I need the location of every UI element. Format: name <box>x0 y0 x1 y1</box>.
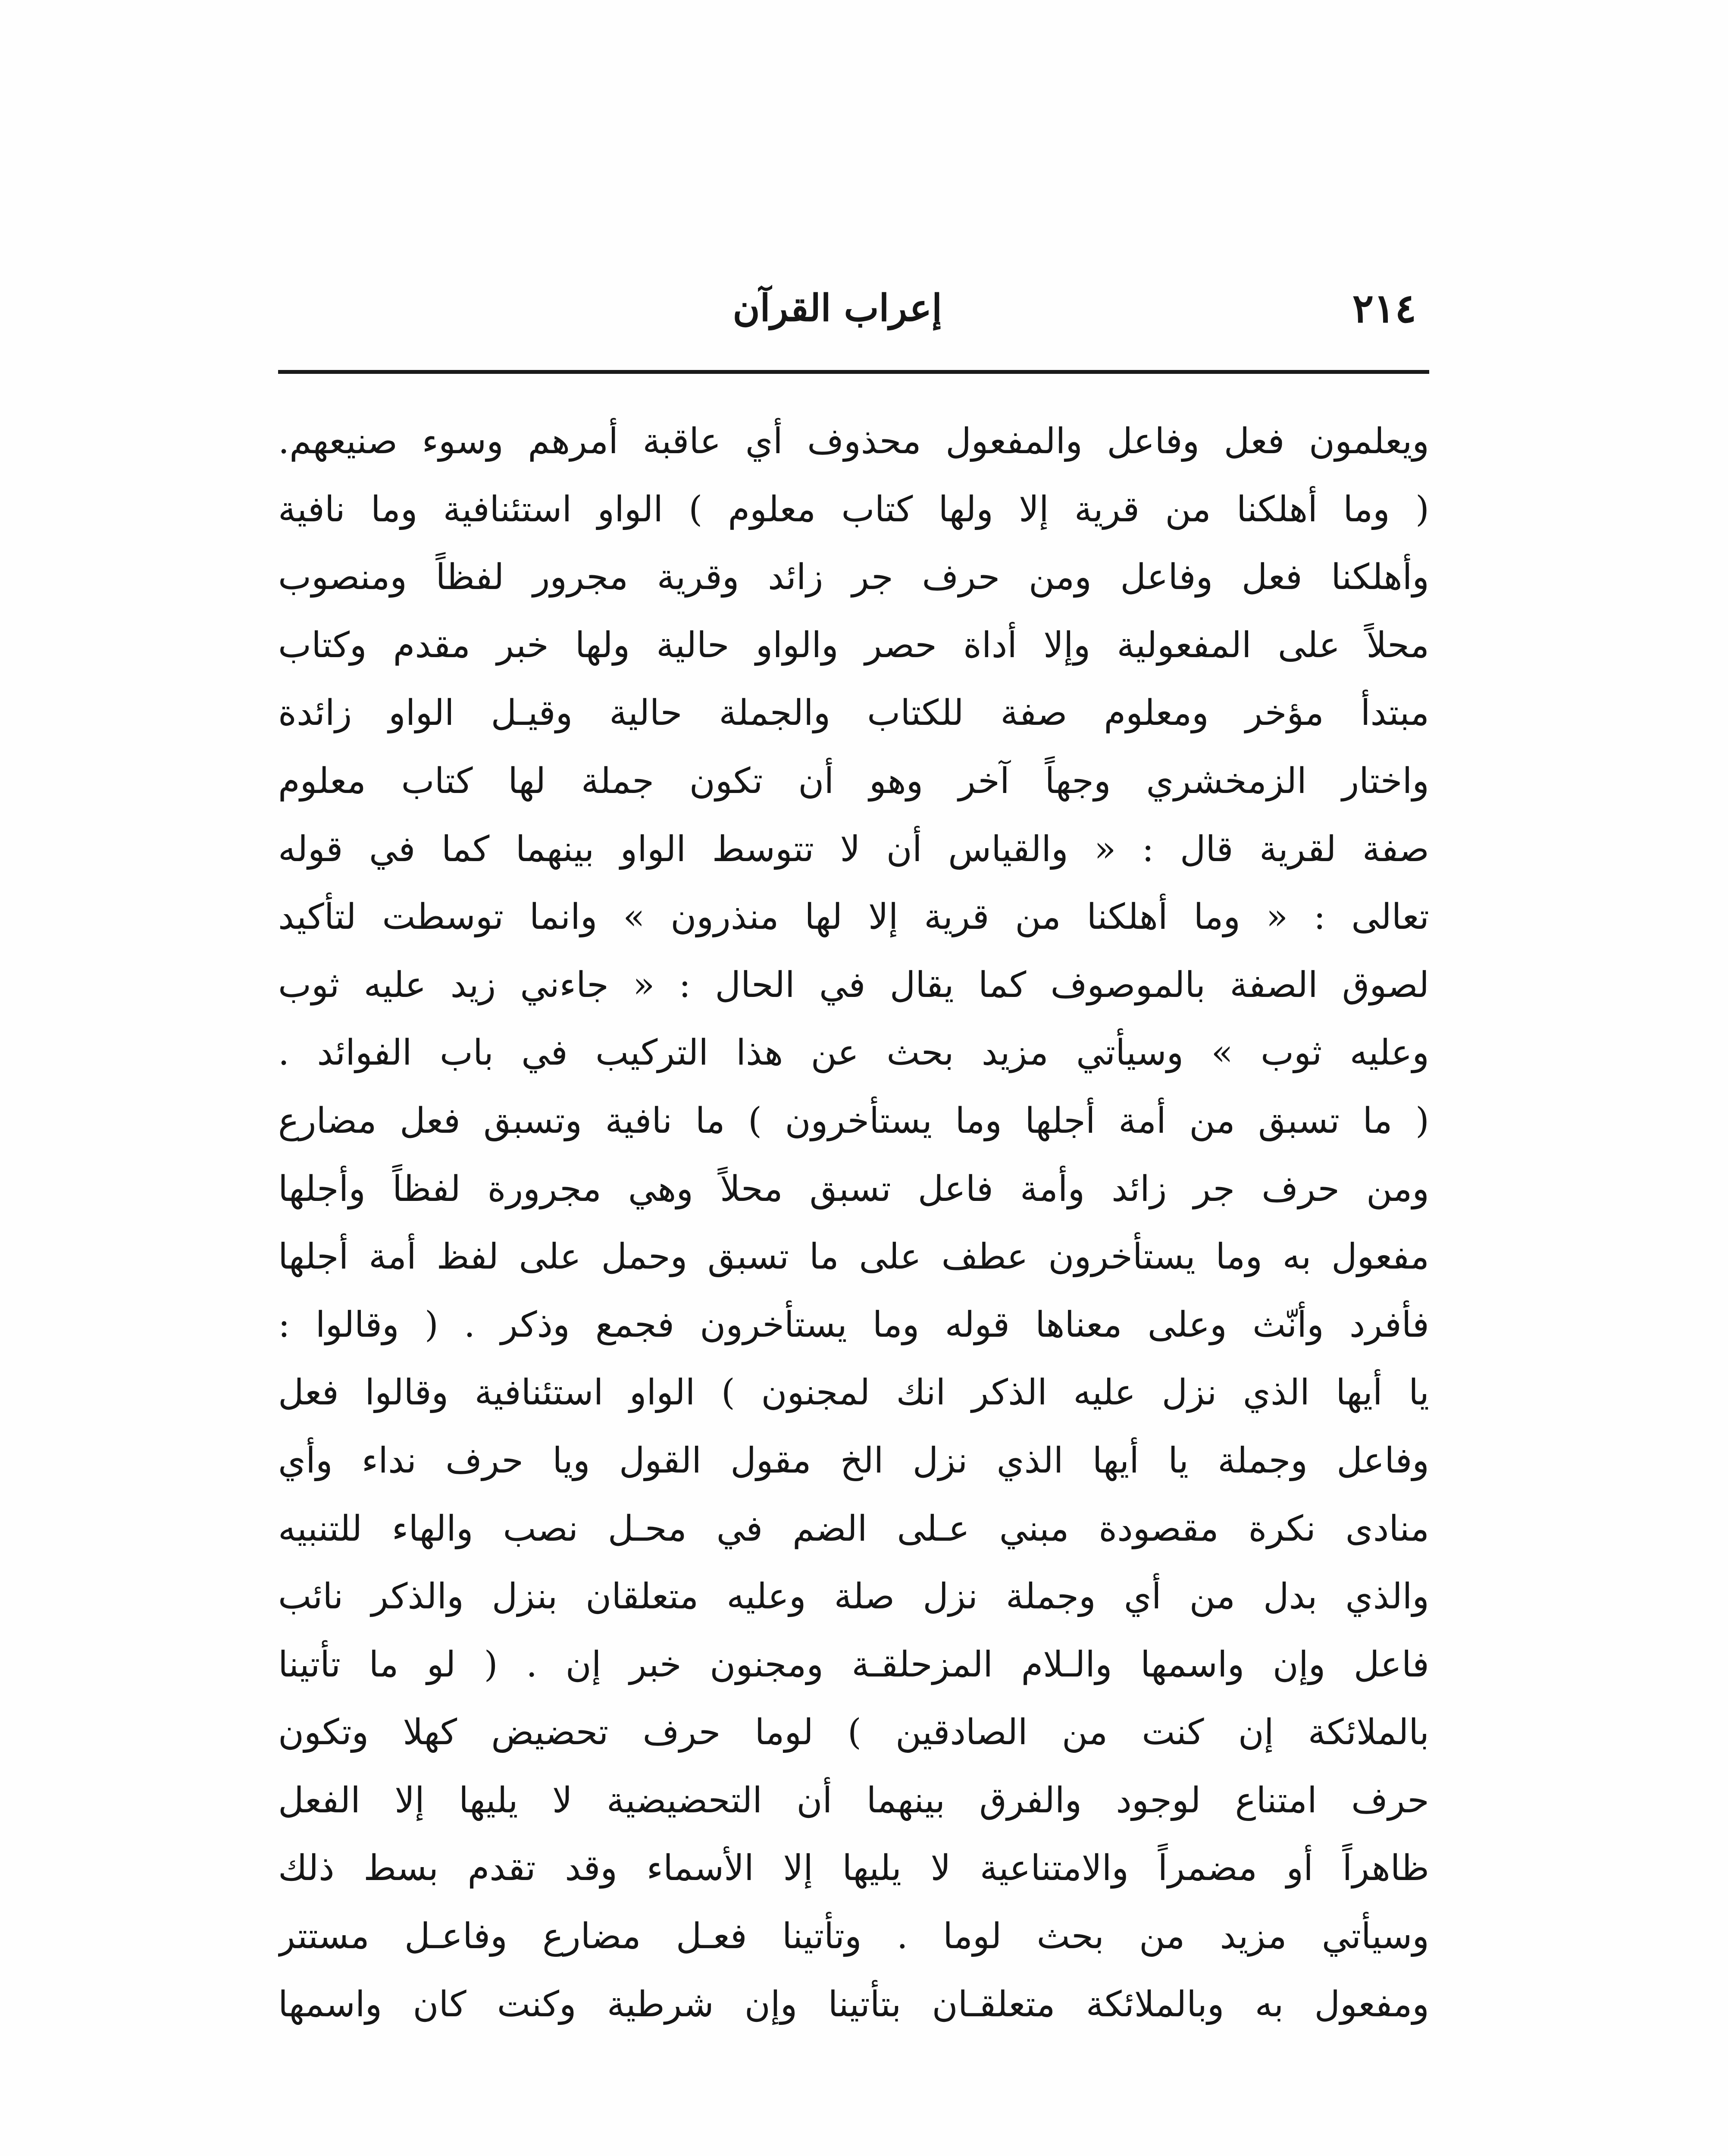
text-line: وأهلكنا فعل وفاعل ومن حرف جر زائد وقرية مجرور لفظاً ومنصوب <box>278 557 1429 598</box>
text-line: حرف امتناع لوجود والفرق بينهما أن التحضيضية لا يليها إلا الفعل <box>278 1780 1429 1821</box>
text-line: ويعلمون فعل وفاعل والمفعول محذوف أي عاقبة أمرهم وسوء صنيعهم. <box>278 421 1429 462</box>
text-line: ومفعول به وبالملائكة متعلقـان بتأتينا وإن شرطية وكنت كان واسمها <box>278 1984 1429 2025</box>
text-line: ومن حرف جر زائد وأمة فاعل تسبق محلاً وهي مجرورة لفظاً وأجلها <box>278 1168 1429 1210</box>
text-line: ظاهراً أو مضمراً والامتناعية لا يليها إلا الأسماء وقد تقدم بسط ذلك <box>278 1848 1429 1889</box>
text-line: بالملائكة إن كنت من الصادقين ) لوما حرف تحضيض كهلا وتكون <box>278 1712 1429 1753</box>
text-line: مفعول به وما يستأخرون عطف على ما تسبق وحمل على لفظ أمة أجلها <box>278 1236 1429 1278</box>
text-line: وسيأتي مزيد من بحث لوما . وتأتينا فعـل مضارع وفاعـل مستتر <box>278 1916 1429 1957</box>
text-line: وعليه ثوب » وسيأتي مزيد بحث عن هذا التركيب في باب الفوائد . <box>278 1032 1429 1074</box>
body-text <box>278 407 1429 2038</box>
text-line: ( وما أهلكنا من قرية إلا ولها كتاب معلوم ) الواو استئنافية وما نافية <box>278 489 1429 530</box>
text-line: لصوق الصفة بالموصوف كما يقال في الحال : « جاءني زيد عليه ثوب <box>278 964 1429 1006</box>
header-divider <box>278 370 1429 374</box>
text-line: فأفرد وأنّث وعلى معناها قوله وما يستأخرون فجمع وذكر . ( وقالوا : <box>278 1304 1429 1345</box>
text-line: مبتدأ مؤخر ومعلوم صفة للكتاب والجملة حالية وقيـل الواو زائدة <box>278 693 1429 734</box>
text-line: محلاً على المفعولية وإلا أداة حصر والواو حالية ولها خبر مقدم وكتاب <box>278 624 1429 666</box>
text-line: صفة لقرية قال : « والقياس أن لا تتوسط الواو بينهما كما في قوله <box>278 828 1429 870</box>
text-line: وفاعل وجملة يا أيها الذي نزل الخ مقول القول ويا حرف نداء وأي <box>278 1440 1429 1481</box>
page-number: ٢١٤ <box>1352 285 1416 332</box>
text-line: يا أيها الذي نزل عليه الذكر انك لمجنون ) الواو استئنافية وقالوا فعل <box>278 1372 1429 1413</box>
running-title: إعراب القرآن <box>733 286 942 330</box>
page-header <box>278 259 1429 367</box>
text-line: فاعل وإن واسمها والـلام المزحلقـة ومجنون خبر إن . ( لو ما تأتينا <box>278 1644 1429 1685</box>
text-line: واختار الزمخشري وجهاً آخر وهو أن تكون جملة لها كتاب معلوم <box>278 760 1429 802</box>
text-line: تعالى : « وما أهلكنا من قرية إلا لها منذرون » وانما توسطت لتأكيد <box>278 896 1429 938</box>
text-line: منادى نكرة مقصودة مبني عـلى الضم في محـل نصب والهاء للتنبيه <box>278 1508 1429 1549</box>
text-line: والذي بدل من أي وجملة نزل صلة وعليه متعلقان بنزل والذكر نائب <box>278 1576 1429 1617</box>
text-line: ( ما تسبق من أمة أجلها وما يستأخرون ) ما نافية وتسبق فعل مضارع <box>278 1100 1429 1141</box>
